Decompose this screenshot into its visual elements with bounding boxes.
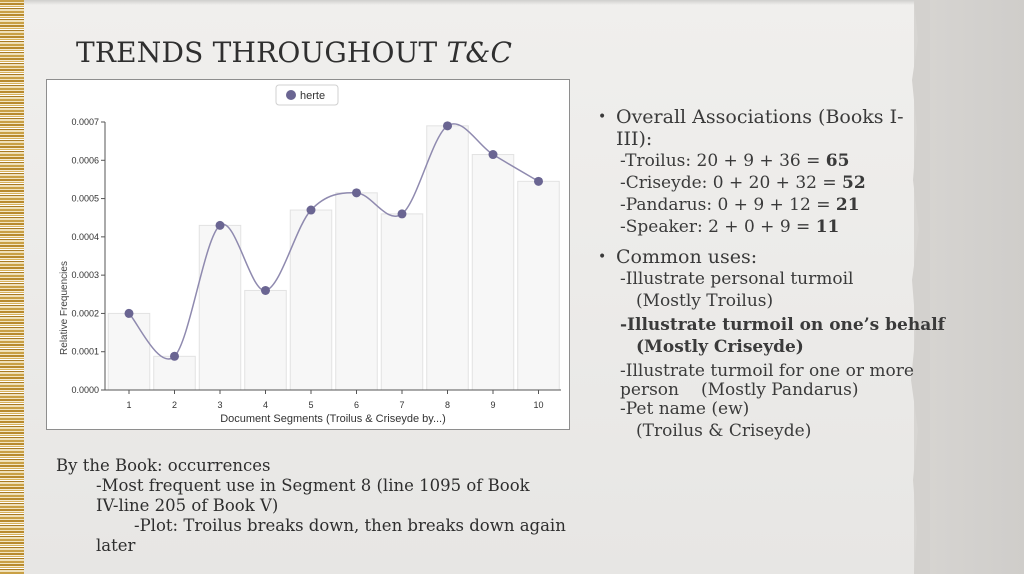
y-tick-label: 0.0001 — [71, 346, 99, 357]
use-item: -Illustrate turmoil for one or more — [620, 361, 914, 381]
bottom-notes — [56, 456, 576, 556]
legend[interactable] — [276, 85, 338, 105]
x-tick-label: 10 — [533, 400, 544, 410]
data-point[interactable] — [170, 352, 179, 361]
y-tick-label: 0.0003 — [71, 270, 99, 281]
right-bullets — [598, 106, 945, 442]
use-item: -Illustrate personal turmoil — [620, 269, 854, 289]
x-tick-label: 5 — [308, 400, 314, 410]
bar[interactable] — [245, 290, 287, 390]
notes-line: -Most frequent use in Segment 8 (line 1095 of Book — [96, 476, 530, 495]
bar[interactable] — [199, 225, 241, 390]
data-point[interactable] — [443, 121, 452, 130]
x-axis-label: Document Segments (Troilus & Criseyde by...) — [220, 413, 446, 425]
top-shadow — [24, 0, 1024, 5]
data-point[interactable] — [216, 221, 225, 230]
y-tick-label: 0.0006 — [71, 155, 99, 166]
associations-heading: • Overall Associations (Books I-III): — [598, 106, 904, 150]
x-tick-label: 2 — [171, 400, 178, 410]
legend-label: herte — [300, 90, 326, 102]
frequency-chart — [47, 80, 571, 431]
y-tick-label: 0.0005 — [71, 193, 99, 204]
legend-marker — [286, 90, 296, 100]
data-point[interactable] — [125, 309, 134, 318]
data-point[interactable] — [352, 188, 361, 197]
data-point[interactable] — [534, 177, 543, 186]
x-tick-label: 1 — [126, 400, 132, 410]
bar[interactable] — [154, 356, 196, 390]
y-tick-label: 0.0000 — [71, 385, 99, 395]
y-axis-label: Relative Frequencies — [59, 261, 70, 355]
use-note: (Mostly Troilus) — [636, 291, 774, 311]
notes-line: IV-line 205 of Book V) — [96, 496, 279, 515]
chart-container — [46, 79, 570, 430]
association-row: -Pandarus: 0 + 9 + 12 = 21 — [620, 195, 860, 215]
y-tick-label: 0.0007 — [71, 117, 99, 127]
data-point[interactable] — [489, 150, 498, 159]
notes-line: -Plot: Troilus breaks down, then breaks down again — [134, 516, 566, 535]
association-row: -Criseyde: 0 + 20 + 32 = 52 — [620, 173, 866, 193]
x-tick-label: 7 — [399, 400, 405, 410]
data-point[interactable] — [261, 286, 270, 295]
notes-heading: By the Book: occurrences — [56, 456, 271, 475]
bar[interactable] — [518, 181, 560, 390]
y-tick-label: 0.0002 — [71, 308, 99, 319]
bar[interactable] — [427, 126, 469, 390]
x-tick-label: 8 — [444, 400, 451, 410]
bar[interactable] — [472, 155, 514, 390]
use-note: (Mostly Criseyde) — [636, 337, 804, 357]
bullet-icon: • — [598, 249, 607, 265]
bar[interactable] — [108, 313, 150, 390]
x-tick-label: 9 — [490, 400, 496, 410]
use-note: (Troilus & Criseyde) — [636, 421, 812, 441]
use-item: -Pet name (ew) — [620, 399, 750, 419]
bar[interactable] — [381, 214, 423, 390]
association-row: -Speaker: 2 + 0 + 9 = 11 — [620, 217, 840, 237]
data-point[interactable] — [307, 206, 316, 215]
bar[interactable] — [336, 193, 378, 390]
x-tick-label: 4 — [262, 400, 269, 410]
decorative-stripe — [0, 0, 24, 574]
data-point[interactable] — [398, 209, 407, 218]
x-tick-label: 6 — [353, 400, 360, 410]
association-row: -Troilus: 20 + 9 + 36 = 65 — [620, 151, 850, 171]
bullet-icon: • — [598, 109, 607, 125]
notes-line: later — [96, 536, 136, 555]
uses-heading: • Common uses: — [598, 246, 758, 268]
x-tick-label: 3 — [217, 400, 223, 410]
use-item-continued: person (Mostly Pandarus) — [620, 380, 859, 400]
use-item: -Illustrate turmoil on one’s behalf — [620, 315, 945, 335]
y-tick-label: 0.0004 — [71, 231, 99, 242]
slide-title: TRENDS THROUGHOUT T&C — [76, 36, 513, 69]
